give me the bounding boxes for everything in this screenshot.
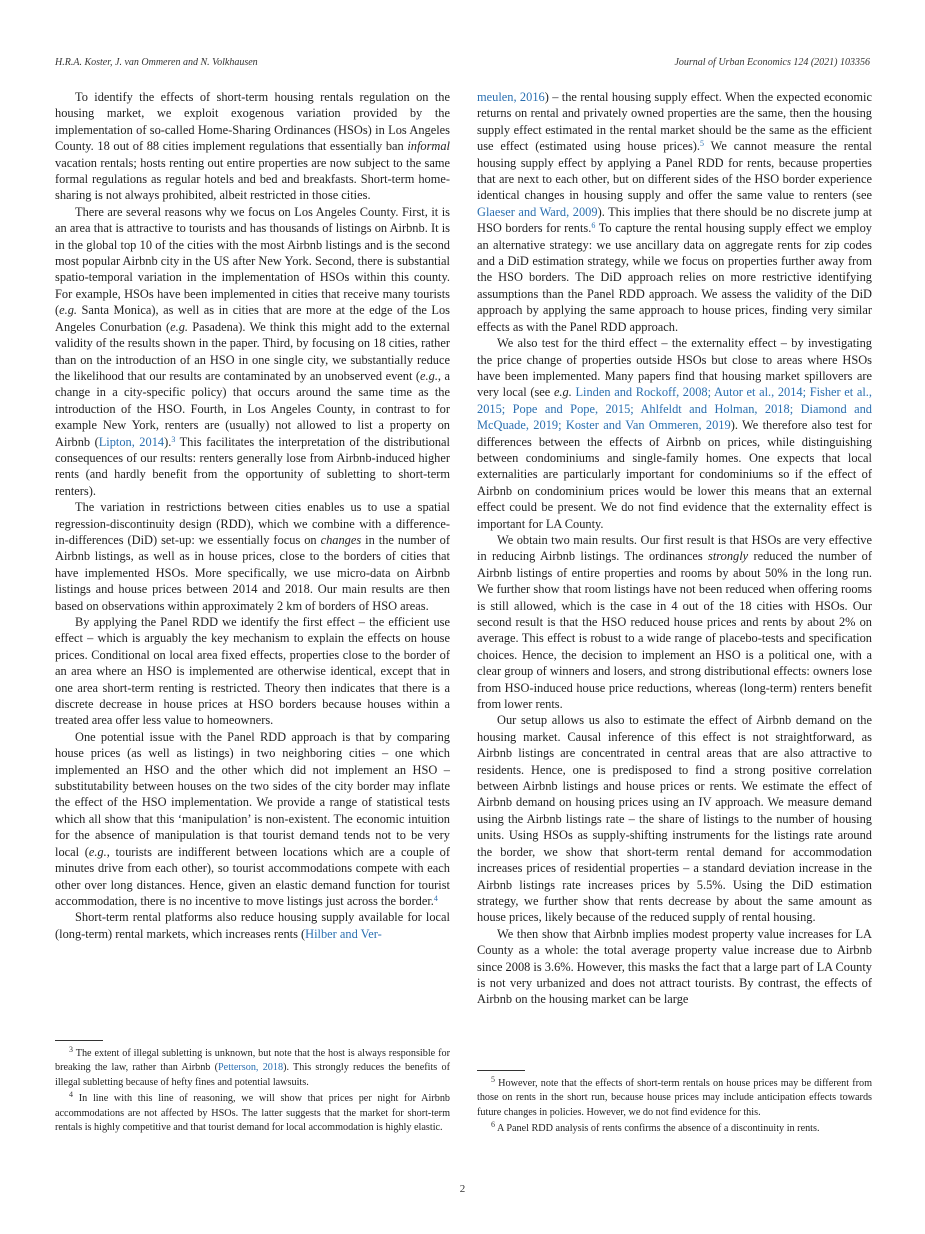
citation-link[interactable]: Linden and Rockoff, 2008; Autor et al., 2014; Fisher et al., 2015; Pope and Pope, 2015; Ahlfeldt and Holman, 2018; Diamond and McQuade, 2019; Koster and Van Ommeren, 2019	[477, 385, 873, 433]
paragraph: meulen, 2016) – the rental housing supply effect. When the expected economic returns on rental and privately owned properties are the same, then the housing supply effect estimated in the rental market should be the same as the efficient use effect (estimated using house prices).$^5$ We cannot measure the rental housing supply effect by applying a Panel RDD for rents, because properties that are next to each other, but on different sides of the HSO border experience identical changes in housing supply and offer the same value to renters (see Glaeser and Ward, 2009). This implies that there should be no discrete jump at HSO borders for rents.$^6$ To capture the rental housing supply effect we employ an alternative strategy: we use ancillary data on aggregate rents for zip codes and a DiD estimation strategy, while we focus on properties further away from the HSO borders. The DiD approach relies on more restrictive identifying assumptions than the Panel RDD approach. We assess the validity of the DiD approach by applying the same approach to house prices, finding very similar effects as with the Panel RDD approach.	[477, 90, 873, 334]
footnote-3: $^3$ The extent of illegal subletting is unknown, but note that the host is always responsible for breaking the law, rather than Airbnb (Petterson, 2018). This strongly reduces the benefits of illegal subletting because of hefty fines and potential lawsuits.	[55, 1045, 450, 1088]
paragraph: The variation in restrictions between cities enables us to use a spatial regression-discontinuity design (RDD), which we combine with a difference-in-differences (DiD) set-up: we essentially focus on changes in the number of Airbnb listings, as well as in house prices, close to the borders of cities that have implemented HSOs. More specifically, we use micro-data on Airbnb listings and house prices between 2014 and 2018. Our main results are then based on observations within approximately 2 km of borders of HSO areas.	[55, 500, 450, 613]
footnote-6: $^6$ A Panel RDD analysis of rents confirms the absence of a discontinuity in rents.	[491, 1120, 820, 1135]
footnote-ref[interactable]: 4	[433, 893, 438, 903]
footnote-divider	[55, 1040, 103, 1041]
citation-link[interactable]: meulen, 2016	[477, 90, 545, 104]
paragraph: One potential issue with the Panel RDD approach is that by comparing house prices (as well as listings) in two neighboring cities – one which implemented an HSO and the other which did not implement an HSO – substitutability between houses on the two sides of the city border may inflate the effect of the HSO implementation. We provide a range of statistical tests which all show that this ‘manipulation’ is non-existent. The economic intuition for the absence of manipulation is that tourist demand tends not to be very local (e.g., tourists are indifferent between locations which are a couple of minutes drive from each other), so tourist accommodations compete with each other over long distances. Hence, given an elastic demand function for tourist accommodation, there is no incentive to move listings just across the border.$^4$	[55, 729, 450, 908]
paragraph: To identify the effects of short-term housing rentals regulation on the housing market, we exploit exogenous variation provided by the implementation of so-called Home-Sharing Ordinances (HSOs) in Los Angeles County. 18 out of 88 cities implement regulations that essentially ban informal vacation rentals; hosts renting out entire properties are now subject to the same formal regulations as regular hotels and bed and breakfasts. Short-term home-sharing is not always prohibited, albeit restricted in those cities.	[55, 90, 450, 203]
citation-link[interactable]: Lipton, 2014	[98, 434, 165, 449]
footnote-divider	[477, 1070, 525, 1071]
paragraph: We obtain two main results. Our first result is that HSOs are very effective in reducing Airbnb listings. The ordinances strongly reduced the number of Airbnb listings of entire properties and rooms by about 50% in the long run. We further show that room listings have not been reduced when offering rooms is still allowed, which is the case in 4 out of the 18 cities with HSOs. Our second result is that the HSO reduced house prices and rents by about 2% on average. This effect is robust to a wide range of placebo-tests and specification choices. Hence, the decision to implement an HSO is a political one, with a clear group of winners and losers, and strong distributional effects: owners lose from HSO-induced house price reductions, whereas (long-term) renters benefit from lower rents.	[477, 532, 872, 712]
citation-link[interactable]: Hilber and Ver-	[305, 926, 382, 941]
citation-link[interactable]: Glaeser and Ward, 2009	[477, 204, 598, 219]
running-header	[55, 57, 870, 73]
paragraph: We then show that Airbnb implies modest property value increases for LA County as a whole: the total average property value increase due to Airbnb since 2008 is 3.6%. However, this masks the fact that a large part of LA County is not very urbanized and does not attract tourists. By contrast, the effects of Airbnb on the housing market can be large	[477, 926, 872, 1007]
footnote-ref[interactable]: 3	[171, 434, 176, 444]
right-column	[477, 89, 872, 1008]
header-authors: H.R.A. Koster, J. van Ommeren and N. Volkhausen	[55, 57, 258, 68]
footnotes-right	[477, 1070, 872, 1139]
left-column	[55, 89, 450, 942]
paragraph: Short-term rental platforms also reduce housing supply available for local (long-term) rental markets, which increases rents (Hilber and Ver-	[55, 910, 450, 941]
citation-link[interactable]: Petterson, 2018	[218, 1062, 284, 1074]
paragraph: By applying the Panel RDD we identify the first effect – the efficient use effect – which is arguably the key mechanism to explain the effects on house prices. Conditional on local area fixed effects, properties close to the border of an area where an HSO is implemented are otherwise identical, except that in one area short-term renting is restricted. Theory then indicates that there is a discrete decrease in house prices at HSO borders because houses within a treated area offer less value to homeowners.	[55, 615, 450, 728]
footnote-ref[interactable]: 5	[700, 139, 705, 149]
paragraph: We also test for the third effect – the externality effect – by investigating the price change of properties outside HSOs but close to areas where HSOs have been implemented. Many papers find that housing market spillovers are very local (see e.g. Linden and Rockoff, 2008; Autor et al., 2014; Fisher et al., 2015; Pope and Pope, 2015; Ahlfeldt and Holman, 2018; Diamond and McQuade, 2019; Koster and Van Ommeren, 2019). We therefore also test for differences between the effects of Airbnb on prices, while distinguishing between condominiums and single-family homes. One expects that local externalities are particularly important for condominiums so if the effect of Airbnb on condominium prices would be lower this means that an external effect could be present. We do not find evidence that the externality effect is important for LA County.	[477, 336, 873, 531]
paragraph: There are several reasons why we focus on Los Angeles County. First, it is an area that is attractive to tourists and has thousands of listings on Airbnb. It is in the global top 10 of the cities with the most Airbnb listings and is the second most popular Airbnb city in the US after New York. Second, there is substantial spatio-temporal variation in the implementation of HSOs within this county. For example, HSOs have been implemented in cities that receive many tourists (e.g. Santa Monica), as well as in cities that are more at the edge of the Los Angeles Conurbation (e.g. Pasadena). We think this might add to the external validity of the results shown in the paper. Third, by focusing on 18 cities, rather than on the introduction of an HSO in one single city, we substantially reduce the likelihood that our results are contaminated by an unobserved event (e.g., a change in a city-specific policy) that occurs around the same time as the introduction of the HSO. Fourth, in Los Angeles County, in contrast to for example New York, renters are (usually) not allowed to list a property on Airbnb (Lipton, 2014).$^3$ This facilitates the interpretation of the distributional consequences of our results: renters generally lose from Airbnb-induced higher rents (and hardly benefit from the opportunity of subletting to short-term renters).	[55, 204, 450, 498]
footnote-5: $^5$ However, note that the effects of short-term rentals on house prices may be different from those on rents in the short run, because house prices may include anticipation effects towards future changes in policies. However, we do not find evidence for this.	[477, 1075, 872, 1118]
footnote-4: $^4$ In line with this line of reasoning, we will show that prices per night for Airbnb accommodations are not affected by HSOs. The latter suggests that the market for short-term rentals is highly competitive and that tourist demand for local accommodation is highly elastic.	[55, 1090, 451, 1134]
page-number: 2	[459, 1183, 466, 1195]
footnotes-left	[55, 1040, 450, 1137]
header-journal: Journal of Urban Economics 124 (2021) 103356	[674, 57, 870, 68]
footnote-ref[interactable]: 6	[591, 221, 596, 231]
paragraph: Our setup allows us also to estimate the effect of Airbnb demand on the housing market. Causal inference of this effect is not straightforward, as Airbnb listings are concentrated in central areas that are also attractive to residents. Hence, one is predisposed to find a strong positive correlation between Airbnb listings and house prices or rents. We estimate the effect of Airbnb demand on housing prices using an IV approach. We measure demand using the Airbnb listings rate – the share of listings to the number of housing units. Using HSOs as supply-shifting instruments for the listings rate around the border, we show that short-term rental demand for accommodation increases prices of residential properties – a standard deviation increase in the Airbnb listings rate increases prices by 5.5%. Using the DiD estimation strategy, we further show that rents decrease by about the same amount as house prices, likely because of the reduced supply of rental housing.	[477, 713, 872, 925]
